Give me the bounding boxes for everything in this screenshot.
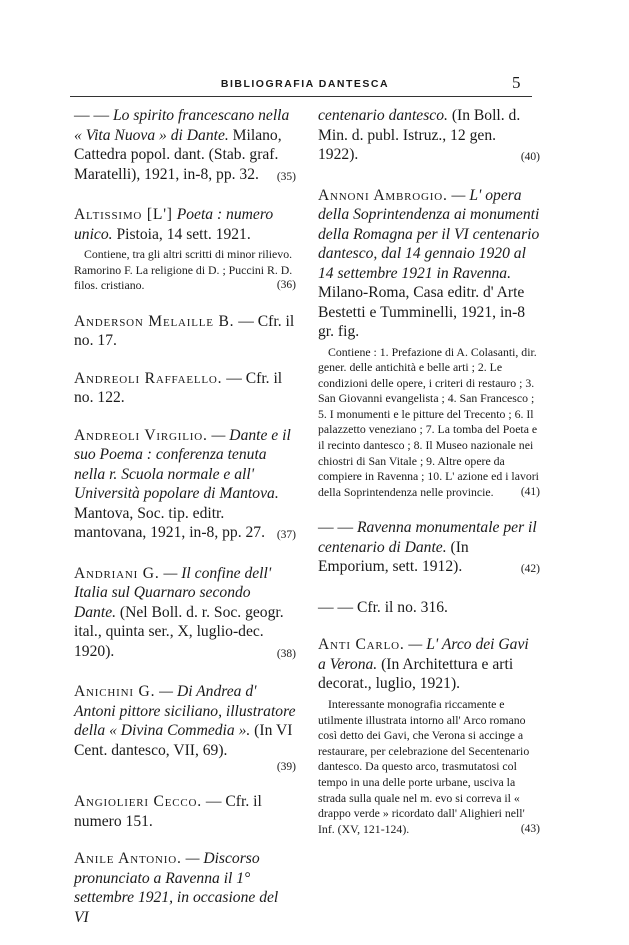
entry-note: Interessante monografia riccamente e utilmente illustrata intorno all' Arco romano così detto dei Gavi, che Verona si accinge a restaurare, per celebrazione del Secentenario dantesco. Da questo arco, trasmutatosi col tempo in una delle porte urbane, usciva la strada sulla quale nel m. evo si correva il « drappo verde » ricordato dall' Alighieri nell' Inf. (XV, 121-124). (43) <box>318 696 540 836</box>
bibliography-entry: Anichini G. — Di Andrea d' Antoni pittore siciliano, illustratore della « Divina Commedia ». (In VI Cent. dantesco, VII, 69). (39) <box>74 683 296 774</box>
page-number: 5 <box>512 73 521 92</box>
bibliography-entry: — — Ravenna monumentale per il centenario di Dante. (In Emporium, sett. 1912). (42) <box>318 518 540 580</box>
entry-number: (39) <box>276 761 296 774</box>
bibliography-entry: Andreoli Raffaello. — Cfr. il no. 122. <box>74 369 283 407</box>
entry-number: (43) <box>520 822 540 835</box>
header-rule <box>70 96 532 97</box>
entry-number: (37) <box>276 529 296 542</box>
bibliography-entry: Angiolieri Cecco. — Cfr. il numero 151. <box>74 793 262 830</box>
right-column <box>318 106 540 855</box>
entry-number: (36) <box>276 279 296 292</box>
bibliography-entry: Anile Antonio. — Discorso pronunciato a Ravenna il 1° settembre 1921, in occasione del VI <box>74 850 279 926</box>
bibliography-entry: Anti Carlo. — L' Arco dei Gavi a Verona. (In Architettura e arti decorat., luglio, 1921). Interessante monografia riccamente e utilmente illustrata intorno all' Arco romano così detto dei Gavi, che Verona si accinge a restaurare, per celebrazione del Secentenario dantesco. Da questo arco, trasmutatosi col tempo in una delle porte urbane, usciva la strada sulla quale nel m. evo si correva il « drappo verde » ricordato dall' Alighieri nell' Inf. (XV, 121-124). (43) <box>318 636 540 836</box>
entry-note: Contiene : 1. Prefazione di A. Colasanti, dir. gener. delle antichità e belle arti ; 2. Le condizioni delle opere, i criteri di restauro ; 3. San Giovanni evangelista ; 4. San Francesco ; 5. I monumenti e le pitture del Trecento ; 6. Il palazzetto veneziano ; 7. La tomba del Poeta e il recinto dantesco ; 8. Il Museo nazionale nei chiostri di San Vitale ; 9. Altre opere da compiere in Ravenna ; 10. L' azione ed i lavori della Soprintendenza nelle provincie. (41) <box>318 344 540 499</box>
entry-number: (35) <box>276 170 296 183</box>
bibliography-entry: — — Cfr. il no. 316. <box>318 598 448 616</box>
bibliography-entry: Andriani G. — Il confine dell' Italia sul Quarnaro secondo Dante. (Nel Boll. d. r. Soc. geogr. ital., quinta ser., X, luglio-dec. 1920). (38) <box>74 564 296 665</box>
bibliography-entry: Altissimo [L'] Poeta : numero unico. Pistoia, 14 sett. 1921. Contiene, tra gli altri scritti di minor rilievo. Ramorino F. La religione di D. ; Puccini R. D. filos. cristiano. (36) <box>74 206 296 293</box>
bibliography-entry: Anderson Melaille B. — Cfr. il no. 17. <box>74 312 295 350</box>
entry-number: (41) <box>520 485 540 498</box>
bibliography-entry: Andreoli Virgilio. — Dante e il suo Poema : conferenza tenuta nella r. Scuola normale e all' Università popolare di Mantova. Mantova, Soc. tip. editr. mantovana, 1921, in-8, pp. 27. (37) <box>74 426 296 546</box>
entry-note: Contiene, tra gli altri scritti di minor rilievo. Ramorino F. La religione di D. ; Puccini R. D. filos. cristiano. (36) <box>74 247 296 293</box>
entry-number: (38) <box>276 647 296 660</box>
entry-number: (42) <box>520 563 540 576</box>
running-header: BIBLIOGRAFIA DANTESCA <box>220 78 390 90</box>
bibliography-entry: — — Lo spirito francescano nella « Vita Nuova » di Dante. Milano, Cattedra popol. dant. (Stab. graf. Maratelli), 1921, in-8, pp. 32. (35) <box>74 106 296 187</box>
left-column <box>74 106 296 945</box>
entry-number: (40) <box>520 151 540 163</box>
bibliography-entry: centenario dantesco. (In Boll. d. Min. d. publ. Istruz., 12 gen. 1922). (40) <box>318 106 540 168</box>
bibliography-entry: Annoni Ambrogio. — L' opera della Soprintendenza ai monumenti della Romagna per il VI centenario dantesco, dal 14 gennaio 1920 al 14 settembre 1921 in Ravenna. Milano-Roma, Casa editr. d' Arte Bestetti e Tumminelli, 1921, in-8 gr. fig. Contiene : 1. Prefazione di A. Colasanti, dir. gener. delle antichità e belle arti ; 2. Le condizioni delle opere, i criteri di restauro ; 3. San Giovanni evangelista ; 4. San Francesco ; 5. I monumenti e le pitture del Trecento ; 6. Il palazzetto veneziano ; 7. La tomba del Poeta e il recinto dantesco ; 8. Il Museo nazionale nei chiostri di San Vitale ; 9. Altre opere da compiere in Ravenna ; 10. L' azione ed i lavori della Soprintendenza nelle provincie. (41) <box>318 186 540 499</box>
